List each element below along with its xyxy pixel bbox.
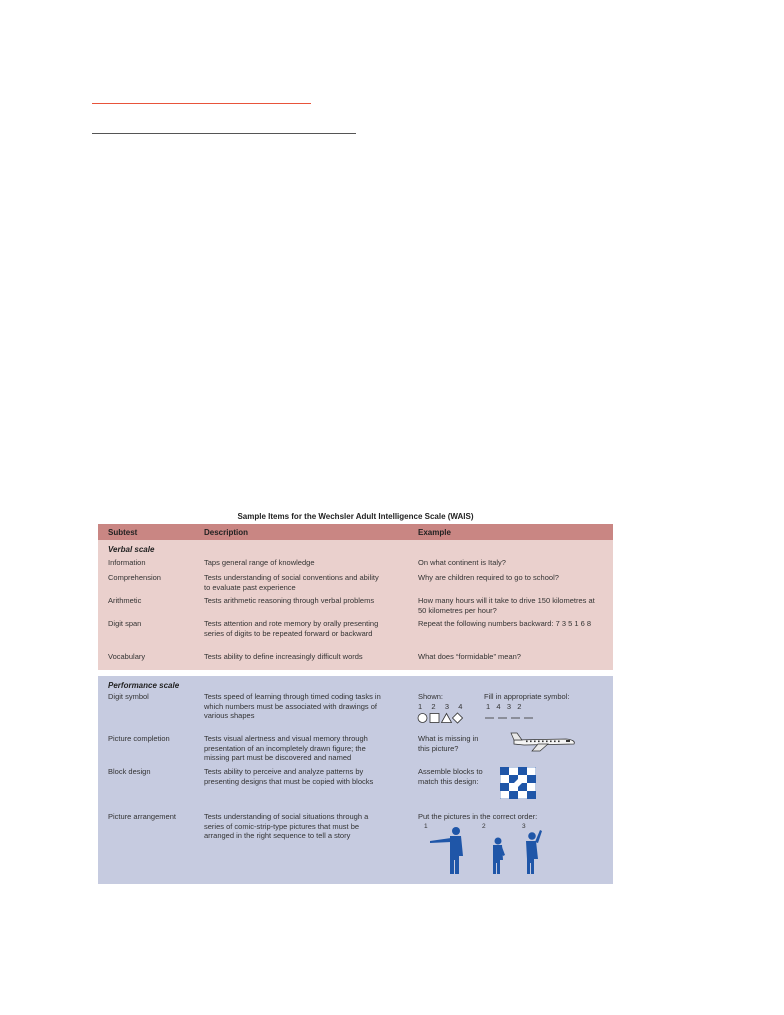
example-arithmetic: How many hours will it take to drive 150 kilometres at 50 kilometres per hour? — [418, 596, 595, 615]
desc-block-design: Tests ability to perceive and analyze patterns by presenting designs that must be copied with blocks — [204, 767, 374, 786]
header-example: Example — [418, 528, 451, 537]
example-picture-completion: What is missing in this picture? — [418, 734, 479, 753]
subtest-information: Information — [108, 558, 146, 567]
subtest-digit-symbol: Digit symbol — [108, 692, 149, 701]
shown-label: Shown: — [418, 692, 444, 701]
subtest-arithmetic: Arithmetic — [108, 596, 142, 605]
airplane-icon — [510, 730, 578, 752]
desc-vocabulary: Tests ability to define increasingly difficult words — [204, 652, 363, 661]
verbal-scale-section — [98, 540, 613, 670]
shape-symbols-icon — [417, 712, 463, 724]
example-comprehension: Why are children required to go to school? — [418, 573, 559, 582]
subtest-vocabulary: Vocabulary — [108, 652, 146, 661]
desc-digit-span: Tests attention and rote memory by orally presenting series of digits to be repeated forward or backward — [204, 619, 379, 638]
example-digit-span: Repeat the following numbers backward: 7 3 5 1 6 8 — [418, 619, 592, 628]
block-design-pattern-icon — [500, 767, 536, 799]
red-underline-rule — [92, 103, 311, 104]
desc-digit-symbol: Tests speed of learning through timed coding tasks in which numbers must be associated with drawings of various shapes — [204, 692, 381, 720]
desc-information: Taps general range of knowledge — [204, 558, 315, 567]
dark-underline-rule — [92, 133, 356, 134]
arrangement-number-1: 1 — [424, 823, 428, 830]
arrangement-number-3: 3 — [522, 823, 526, 830]
desc-picture-completion: Tests visual alertness and visual memory through presentation of an incompletely drawn figure; the missing part must be discovered and named — [204, 734, 368, 762]
table-title: Sample Items for the Wechsler Adult Intelligence Scale (WAIS) — [237, 512, 474, 521]
desc-arithmetic: Tests arithmetic reasoning through verbal problems — [204, 596, 375, 605]
example-vocabulary: What does “formidable” mean? — [418, 652, 521, 661]
subtest-picture-completion: Picture completion — [108, 734, 170, 743]
performance-scale-label: Performance scale — [108, 681, 180, 690]
example-picture-arrangement: Put the pictures in the correct order: — [418, 812, 538, 821]
header-subtest: Subtest — [108, 528, 138, 537]
fill-digits: 1 4 3 2 — [486, 702, 522, 711]
shown-digits: 1 2 3 4 — [418, 702, 463, 711]
wais-table — [98, 524, 613, 884]
header-description: Description — [204, 528, 249, 537]
subtest-block-design: Block design — [108, 767, 151, 776]
arrangement-number-2: 2 — [482, 823, 486, 830]
performance-scale-section — [98, 676, 613, 884]
subtest-digit-span: Digit span — [108, 619, 142, 628]
blank-answer-lines — [484, 716, 536, 720]
comic-strip-figures-icon — [428, 824, 548, 878]
subtest-picture-arrangement: Picture arrangement — [108, 812, 176, 821]
desc-comprehension: Tests understanding of social conventions and ability to evaluate past experience — [204, 573, 379, 592]
subtest-comprehension: Comprehension — [108, 573, 161, 582]
example-block-design: Assemble blocks to match this design: — [418, 767, 483, 786]
verbal-scale-label: Verbal scale — [108, 545, 155, 554]
desc-picture-arrangement: Tests understanding of social situations through a series of comic-strip-type pictures that must be arranged in the right sequence to tell a story — [204, 812, 369, 840]
fill-symbol-label: Fill in appropriate symbol: — [484, 692, 570, 701]
table-header — [98, 524, 613, 540]
example-information: On what continent is Italy? — [418, 558, 506, 567]
